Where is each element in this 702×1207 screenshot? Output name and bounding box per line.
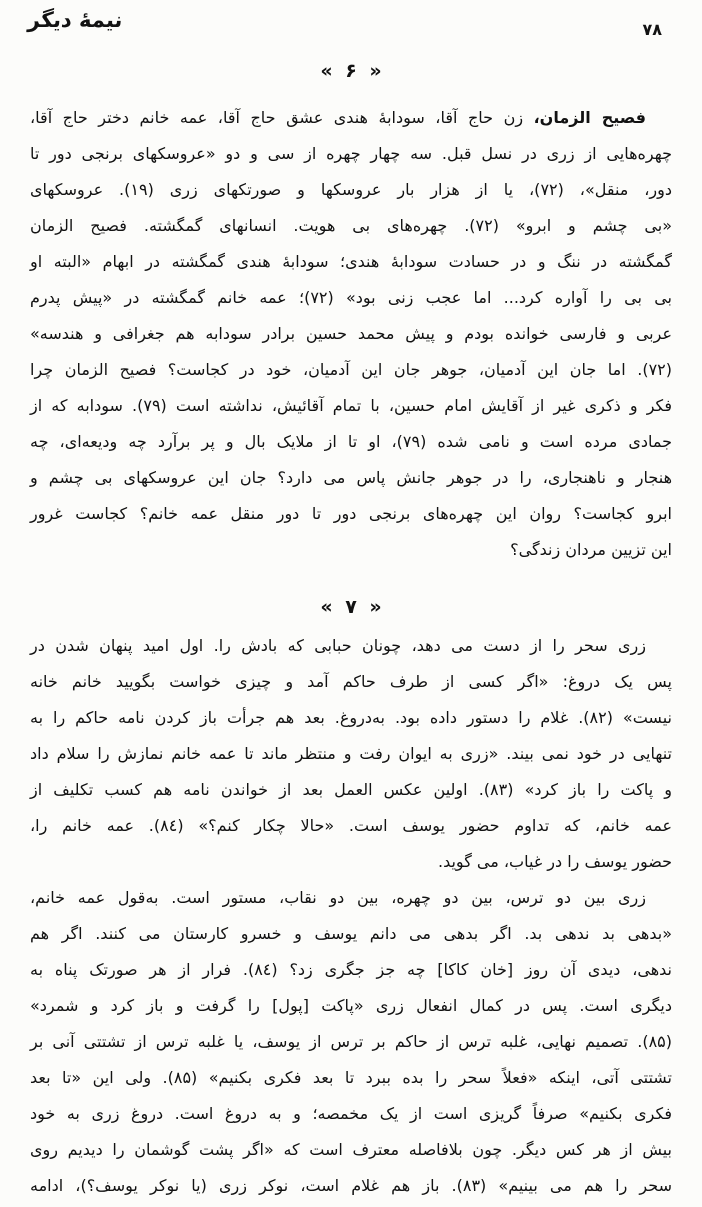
section-6-heading: « ۶ » [320,60,382,82]
text-line: (۸۵). تصمیم نهایی، غلبه ترس از حاکم بر ترس از یوسف، یا غلبه ترس از تشتتی آنی بر [30,1032,672,1051]
page-header [28,8,662,42]
section-6-first-line [30,100,672,136]
text-line: جمادی مرده است و نامی شده (۷۹)، او تا از ملایک بال و پر برآرد چه ودیعه‌ای، چه [30,432,673,451]
text-line: عمه خانم، که تداوم حضور یوسف است. «حالا چکار کنم؟» (۸٤). عمه خانم را، [30,816,672,835]
text-line: فکر و ذکری غیر از آقایش امام حسین، با تمام آقائیش، نداشته است (۷۹). سودابه که از [30,396,673,415]
section-7-paragraph-2-first-line: زری بین دو ترس، بین دو چهره، بین دو نقاب، مستور است. به‌قول عمه خانم، [30,888,646,907]
text-line: و پاکت را باز کرد» (۸۳). اولین عکس العمل بعد از خواندن نامه هم کسب تکلیف از [30,780,672,799]
text-line: بی بی را آواره کرد... اما عجب زنی بود» (۷۲)؛ عمه خانم گمگشته در «پیش پدرم [30,288,672,307]
text-line: بیش از هر کس دیگر. چون بلافاصله معترف است که «اگر پشت گوشمان را دیدیم روی [30,1140,672,1159]
text-line: ابرو کجاست؟ روان این چهره‌های برنجی دور تا دور منقل عمه خانم؟ کجاست غرور [30,504,672,523]
first-line-text: زن حاج آقا، سودابۀ هندی عشق حاج آقا، عمه خانم دختر حاج آقا، [30,108,534,127]
text-line: عربی و فارسی خوانده بودم و پیش محمد حسین برادر سودابه هم جغرافی و هندسه» [30,324,672,343]
text-line: «بی چشم و ابرو» (۷۲). چهره‌های بی هویت. انسانهای گمگشته. فصیح الزمان [30,216,672,235]
page-content [30,48,672,1204]
text-line: این تزیین مردان زندگی؟ [510,540,672,559]
text-line: هنجار و ناهنجاری، را در جوهر جانش پاس می دارد؟ جان این عروسکهای بی چشم و [30,468,672,487]
text-line: تشتتی آتی، اینکه «فعلاً سحر را بده ببرد تا بعد فکری بکنیم» (۸۵). ولی این «تا بعد [30,1068,672,1087]
text-line: گمگشته در ننگ و در حسادت سودابۀ هندی؛ سودابۀ هندی گمگشته در ابهام «البته او [30,252,672,271]
page-number: ۷۸ [642,20,662,39]
section-7-paragraph-2 [30,880,672,1204]
text-line: «بدهی بد ندهی بد. اگر بدهی می دانم یوسف و خسرو کارستان می کنند. اگر هم [30,924,672,943]
lead-phrase: فصیح الزمان، [533,108,647,127]
text-line: فکری بکنیم» صرفاً گریزی است از یک مخمصه؛ و به دروغ است. دروغ زری به خود [30,1104,672,1123]
section-7-paragraph-2-lines [30,916,672,1204]
text-line: نیست» (۸۲). غلام را دستور داده بود. به‌دروغ. بعد هم جرأت باز کردن نامه حاکم را به [30,708,672,727]
text-line: سحر را هم می بینیم» (۸۳). باز هم غلام است، نوکر زری (یا نوکر یوسف؟)، ادامه [30,1176,672,1195]
section-7-paragraph-1-first-line: زری سحر را از دست می دهد، چونان حبابی که بادش را. اول امید پنهان شدن در [30,636,646,655]
text-line: چهره‌هایی از زری در نسل قبل. سه چهار چهره از سی و دو «عروسکهای برنجی دور تا [30,144,672,163]
section-7-paragraph-1-lines [30,664,672,880]
text-line: پس یک دروغ: «اگر کسی از طرف حاکم آمد و چیزی خواست بگویید خانم خانه [30,672,672,691]
section-6-lines [30,136,672,568]
text-line: دور، منقل»، (۷۲)، یا از هزار بار عروسکها و صورتکهای زری (۱۹). عروسکهای [30,180,673,199]
text-line: حضور یوسف را در غیاب، می گوید. [437,852,672,871]
text-line: (۷۲). اما جان این آدمیان، جوهر جان این آدمیان، خود در کجاست؟ فصیح الزمان چرا [30,360,672,379]
section-7-paragraph-1 [30,628,672,880]
section-6-paragraph [30,100,672,568]
text-line: دیگری است. پس در کمال انفعال زری «پاکت [پول] را گرفت و باز کرد و شمرد» [30,996,672,1015]
text-line: ندهی، دیدی آن روز [خان کاکا] چه جز جگری زد؟ (۸٤). فرار از هر صورتک پناه به [30,960,672,979]
journal-title: نیمۀ دیگر [27,8,124,32]
text-line: تنهایی در خود نمی بیند. «زری به ایوان رفت و منتظر ماند تا عمه خانم نمازش را سلام داد [30,744,672,763]
section-7-heading: « ۷ » [320,596,382,618]
